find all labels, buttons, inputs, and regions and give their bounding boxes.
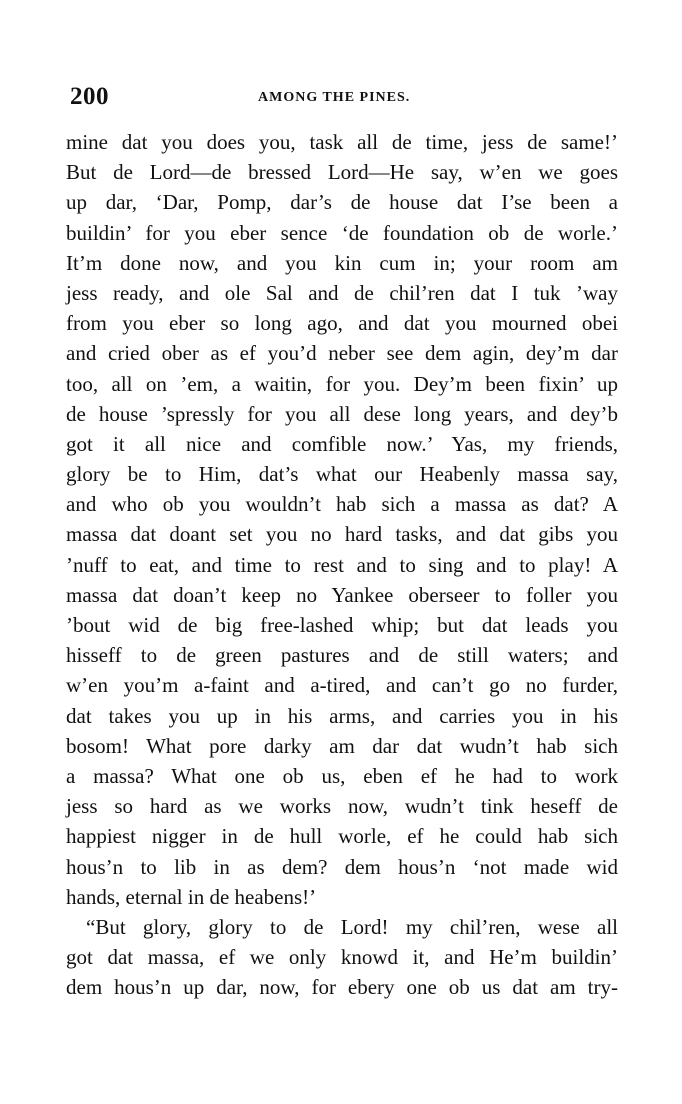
text-line: massa dat doant set you no hard tasks, and dat gibs you bbox=[66, 522, 618, 547]
text-line: jess so hard as we works now, wudn’t tink heseff de bbox=[66, 794, 618, 819]
text-line: a massa? What one ob us, eben ef he had to work bbox=[66, 763, 618, 788]
text-line: de house ’spressly for you all dese long years, and dey’b bbox=[66, 401, 618, 426]
text-line: from you eber so long ago, and dat you mourned obei bbox=[66, 311, 618, 336]
text-line: hous’n to lib in as dem? dem hous’n ‘not made wid bbox=[66, 854, 618, 879]
text-line: bosom! What pore darky am dar dat wudn’t hab sich bbox=[66, 733, 618, 758]
text-line: buildin’ for you eber sence ‘de foundation ob de worle.’ bbox=[66, 220, 618, 245]
text-line: up dar, ‘Dar, Pomp, dar’s de house dat I’se been a bbox=[66, 190, 618, 215]
text-line: got it all nice and comfible now.’ Yas, my friends, bbox=[66, 431, 618, 456]
text-line: and who ob you wouldn’t hab sich a massa as dat? A bbox=[66, 492, 618, 517]
page-number: 200 bbox=[70, 83, 109, 110]
text-line: But de Lord—de bressed Lord—He say, w’en we goes bbox=[66, 160, 618, 185]
paragraph-end-line: hands, eternal in de heabens!’ bbox=[66, 884, 317, 909]
text-line: mine dat you does you, task all de time, jess de same!’ bbox=[66, 130, 618, 154]
text-line: and cried ober as ef you’d neber see dem agin, dey’m dar bbox=[66, 341, 618, 366]
text-line: hisseff to de green pastures and de still waters; and bbox=[66, 643, 618, 668]
text-line: jess ready, and ole Sal and de chil’ren dat I tuk ’way bbox=[66, 280, 618, 305]
text-line: too, all on ’em, a waitin, for you. Dey’m been fixin’ up bbox=[66, 371, 618, 396]
text-line: ’bout wid de big free-lashed whip; but dat leads you bbox=[66, 613, 618, 637]
text-line: massa dat doan’t keep no Yankee oberseer to foller you bbox=[66, 582, 618, 607]
body-text bbox=[66, 127, 618, 1002]
text-line: got dat massa, ef we only knowd it, and He’m buildin’ bbox=[66, 945, 618, 970]
text-line: glory be to Him, dat’s what our Heabenly massa say, bbox=[66, 462, 618, 487]
text-line: ’nuff to eat, and time to rest and to sing and to play! A bbox=[66, 552, 618, 577]
text-line: dem hous’n up dar, now, for ebery one ob us dat am try- bbox=[66, 975, 618, 1000]
text-line: w’en you’m a-faint and a-tired, and can’t go no furder, bbox=[66, 673, 618, 698]
text-line: dat takes you up in his arms, and carries you in his bbox=[66, 703, 618, 728]
running-head: AMONG THE PINES. bbox=[258, 90, 411, 105]
text-line: happiest nigger in de hull worle, ef he could hab sich bbox=[66, 824, 618, 849]
text-line: It’m done now, and you kin cum in; your room am bbox=[66, 250, 618, 275]
paragraph-start-line: “But glory, glory to de Lord! my chil’ren, wese all bbox=[86, 914, 618, 939]
